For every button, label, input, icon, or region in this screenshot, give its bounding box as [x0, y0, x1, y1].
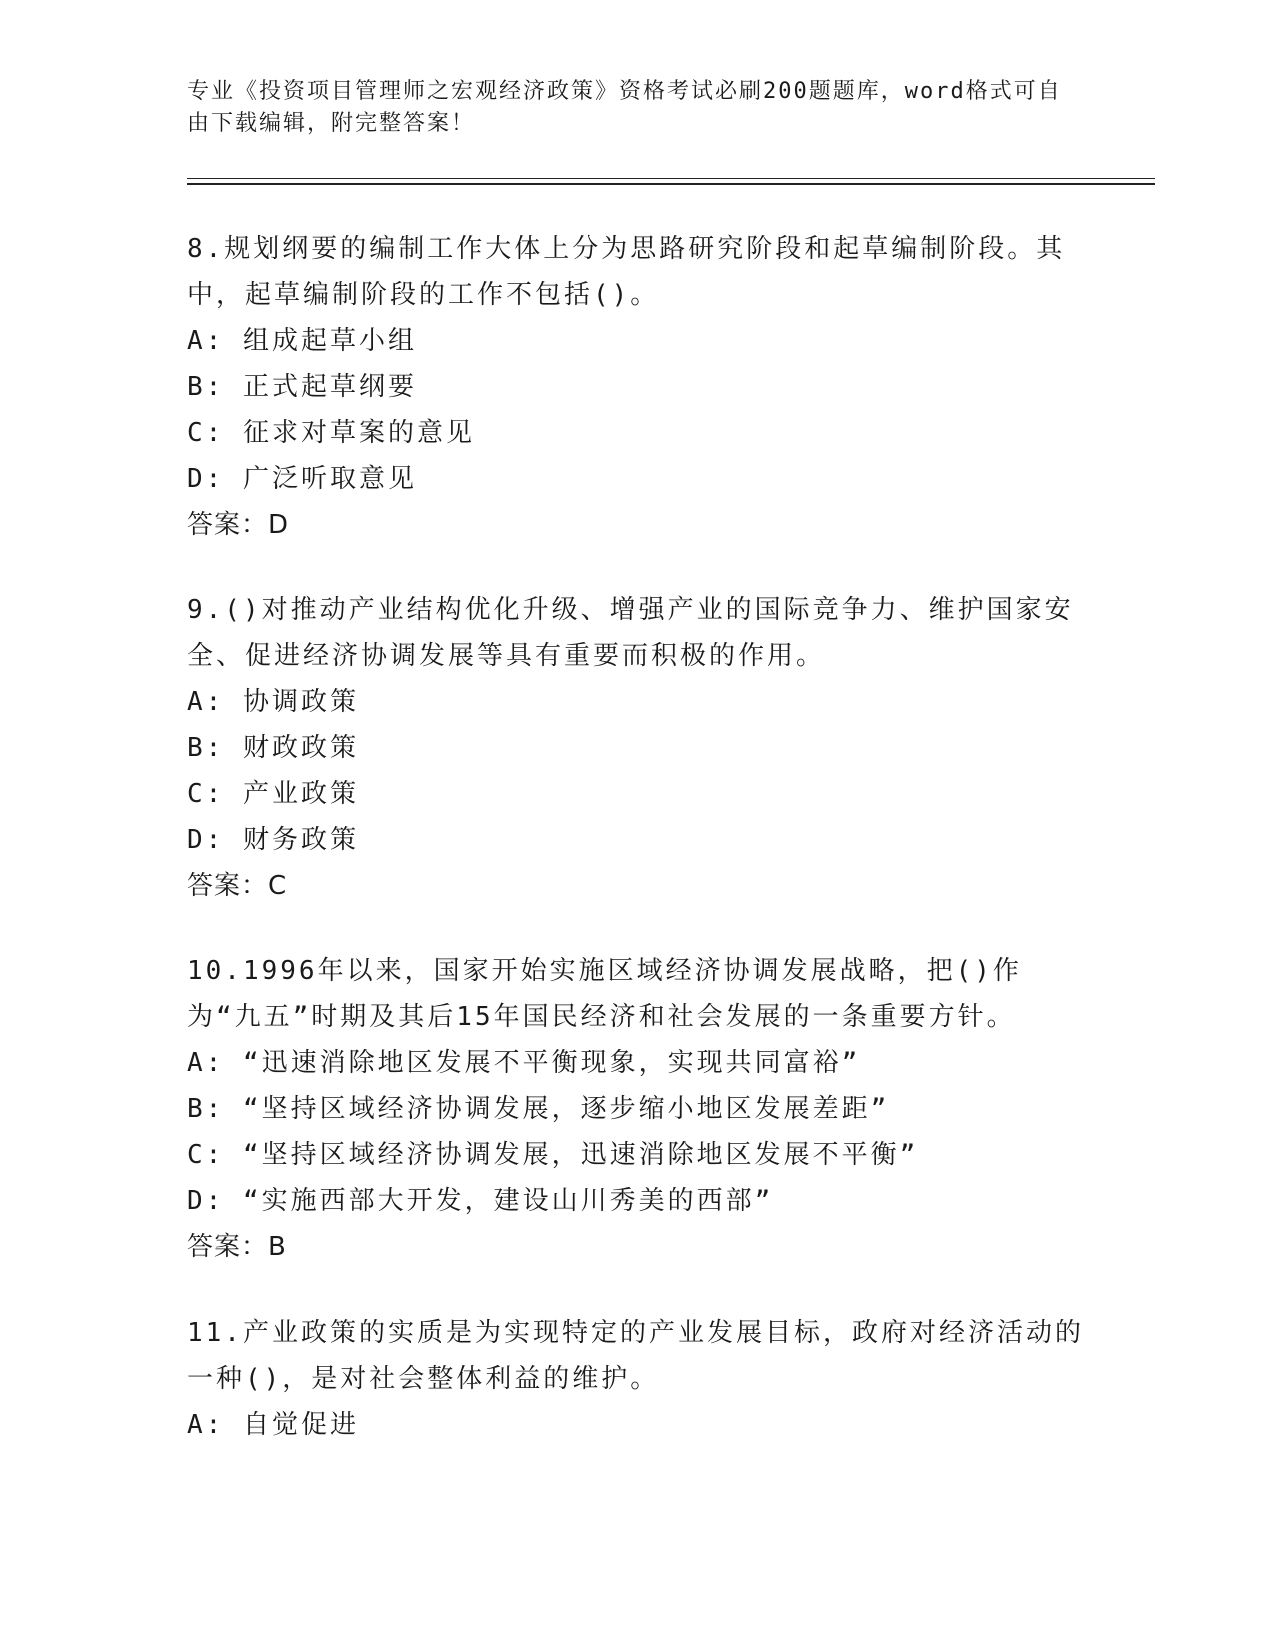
- header-divider-thin: [187, 178, 1155, 179]
- option-b: B: 正式起草纲要: [187, 372, 417, 402]
- option-a: A: 自觉促进: [187, 1410, 359, 1440]
- option-a: A: 组成起草小组: [187, 326, 417, 356]
- option-b: B: “坚持区域经济协调发展，逐步缩小地区发展差距”: [187, 1094, 890, 1124]
- option-b: B: 财政政策: [187, 733, 359, 763]
- answer: 答案：C: [187, 871, 288, 901]
- option-a: A: “迅速消除地区发展不平衡现象，实现共同富裕”: [187, 1048, 861, 1078]
- header-divider-thick: [187, 183, 1155, 185]
- option-d: D: 财务政策: [187, 825, 359, 855]
- question-8: [187, 226, 1087, 548]
- question-stem: 9.()对推动产业结构优化升级、增强产业的国际竞争力、维护国家安全、促进经济协调发展等具有重要而积极的作用。: [187, 595, 1074, 671]
- question-10: [187, 948, 1087, 1270]
- question-stem: 8.规划纲要的编制工作大体上分为思路研究阶段和起草编制阶段。其中，起草编制阶段的工作不包括()。: [187, 234, 1066, 310]
- question-stem: 10.1996年以来，国家开始实施区域经济协调发展战略，把()作为“九五”时期及其后15年国民经济和社会发展的一条重要方针。: [187, 956, 1022, 1032]
- question-9: [187, 587, 1087, 909]
- document-header: 专业《投资项目管理师之宏观经济政策》资格考试必刷200题题库，word格式可自由下载编辑，附完整答案！: [187, 79, 1062, 136]
- option-d: D: “实施西部大开发，建设山川秀美的西部”: [187, 1186, 774, 1216]
- option-c: C: 产业政策: [187, 779, 359, 809]
- question-11: [187, 1310, 1087, 1448]
- answer: 答案：B: [187, 1232, 287, 1262]
- option-a: A: 协调政策: [187, 687, 359, 717]
- question-stem: 11.产业政策的实质是为实现特定的产业发展目标，政府对经济活动的一种()，是对社会整体利益的维护。: [187, 1318, 1084, 1394]
- answer: 答案：D: [187, 510, 290, 540]
- option-d: D: 广泛听取意见: [187, 464, 417, 494]
- option-c: C: “坚持区域经济协调发展，迅速消除地区发展不平衡”: [187, 1140, 919, 1170]
- option-c: C: 征求对草案的意见: [187, 418, 475, 448]
